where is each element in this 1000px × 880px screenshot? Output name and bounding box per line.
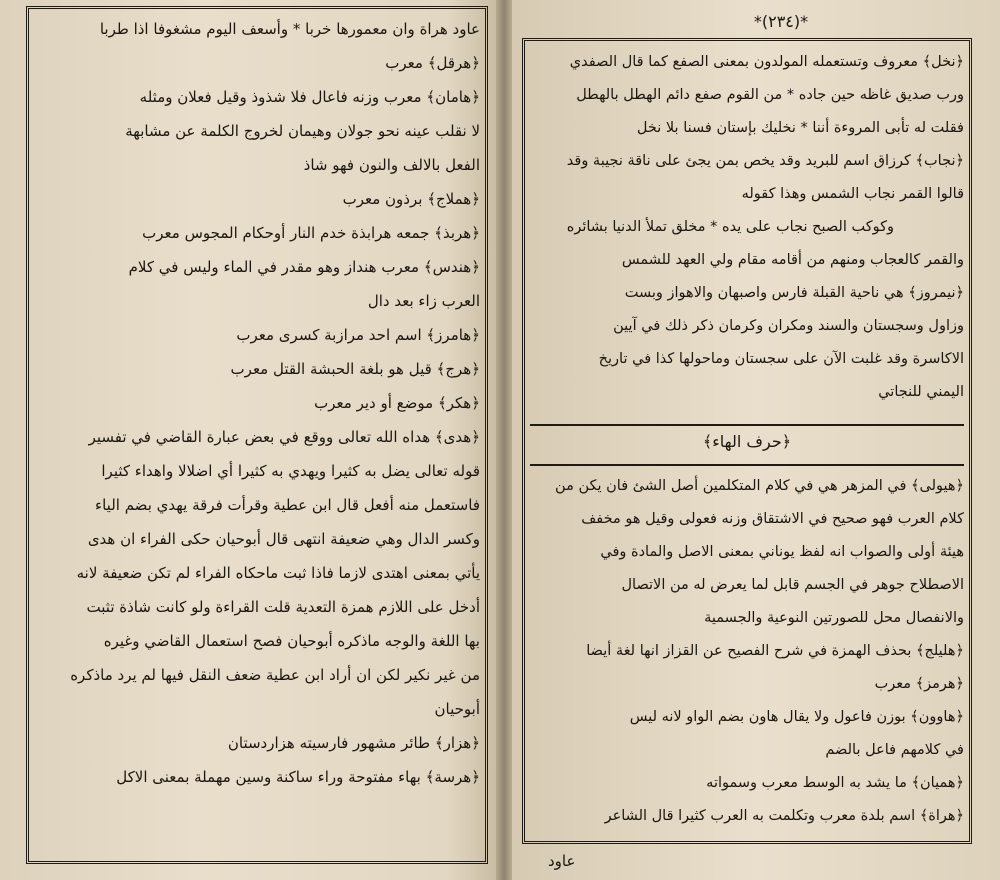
text-line: قالوا القمر نجاب الشمس وهذا كقوله — [741, 186, 964, 202]
section-title: ﴿حرف الهاء﴾ — [702, 432, 792, 451]
text-line: الاكاسرة وقد غلبت الآن على سجستان وماحولها كذا في تاريخ — [598, 351, 964, 367]
text-line: ﴿هرسة﴾ بهاء مفتوحة وراء ساكنة وسين مهملة بمعنى الاكل — [116, 768, 480, 786]
text-line: أبوحيان — [434, 700, 480, 718]
text-line: ﴿هدى﴾ هداه الله تعالى ووقع في بعض عبارة القاضي في تفسير — [88, 428, 480, 446]
text-line: ﴿هامان﴾ معرب وزنه فاعال فلا شذوذ وقيل فعلان ومثله — [139, 88, 480, 106]
left-page-text — [34, 12, 480, 794]
right-page-text-upper — [530, 46, 964, 409]
text-line: وزاول وسجستان والسند ومكران وكرمان ذكر ذلك في آيين — [613, 318, 964, 334]
section-rule-top — [530, 424, 964, 426]
text-line: ﴿نيمروز﴾ هي ناحية القبلة فارس واصبهان والاهواز وبست — [624, 285, 964, 301]
text-line: ﴿هرمز﴾ معرب — [874, 676, 964, 692]
text-line: ﴿هرج﴾ قيل هو بلغة الحبشة القتل معرب — [230, 360, 480, 378]
text-line: الفعل بالالف والنون فهو شاذ — [303, 156, 480, 174]
text-line: أدخل على اللازم همزة التعدية قلت القراءة ولو كانت شاذة تثبت — [86, 598, 480, 616]
text-line: ﴿هميان﴾ ما يشد به الوسط معرب وسمواته — [706, 775, 964, 791]
text-line: اليمني للنجاتي — [878, 384, 964, 400]
catchword: عاود — [548, 852, 576, 870]
text-line: ورب صديق غاظه حين جاده * من القوم صفع دائم الهطل بالهطل — [576, 87, 964, 103]
text-line: والقمر كالعجاب ومنهم من أقامه مقام ولي العهد للشمس — [621, 252, 964, 268]
text-line: ﴿نخل﴾ معروف وتستعمله المولدون بمعنى الصفع كما قال الصفدي — [569, 54, 964, 70]
text-line: ﴿هكر﴾ موضع أو دير معرب — [314, 394, 480, 412]
text-line: وكوكب الصبح نجاب على يده * مخلق تملأ الدنيا بشائره — [566, 219, 894, 235]
text-line: هيئة أولى والصواب انه لفظ يوناني بمعنى الاصل والمادة وفي — [600, 544, 964, 560]
text-line: ﴿هامرز﴾ اسم احد مرازبة كسرى معرب — [236, 326, 480, 344]
text-line: كلام العرب فهو صحيح في الاشتقاق وزنه فعولى وقيل هو مخفف — [581, 511, 964, 527]
text-line: عاود هراة وان معمورها خربا * وأسعف اليوم مشغوفا اذا طربا — [99, 20, 480, 38]
text-line: فقلت له تأبى المروءة أننا * نخليك بإستان فسنا بلا نخل — [636, 120, 964, 136]
book-gutter — [496, 0, 512, 880]
text-line: يأتي بمعنى اهتدى لازما فاذا ثبت ماحكاه الفراء لم تكن ضعيفة لانه — [76, 564, 480, 582]
text-line: ﴿هرقل﴾ معرب — [385, 54, 480, 72]
text-line: ﴿هاوون﴾ بوزن فاعول ولا يقال هاون بضم الواو لانه ليس — [629, 709, 964, 725]
section-rule-bottom — [530, 464, 964, 466]
text-line: بها اللغة والوجه ماذكره أبوحيان فصح استعمال القاضي وغيره — [103, 632, 480, 650]
text-line: ﴿هراة﴾ اسم بلدة معرب وتكلمت به العرب كثيرا قال الشاعر — [604, 808, 964, 824]
text-line: لا نقلب عينه نحو جولان وهيمان لخروج الكلمة عن مشابهة — [125, 122, 480, 140]
text-line: الاصطلاح جوهر في الجسم قابل لما يعرض له من الاتصال — [621, 577, 964, 593]
text-line: ﴿هليلج﴾ بحذف الهمزة في شرح الفصيح عن القزاز انها لغة أيضا — [586, 643, 964, 659]
text-line: من غير نكير لكن ان أراد ابن عطية ضعف النقل فيها لم يرد ماذكره — [70, 666, 480, 684]
text-line: ﴿هندس﴾ معرب هنداز وهو مقدر في الماء وليس في كلام — [128, 258, 480, 276]
text-line: وكسر الدال وهي ضعيفة انتهى قال أبوحيان حكى الفراء ان هدى — [87, 530, 480, 548]
text-line: ﴿هزار﴾ طائر مشهور فارسيته هزاردستان — [227, 734, 480, 752]
text-line: ﴿هربذ﴾ جمعه هرابذة خدم النار أوحكام المجوس معرب — [142, 224, 480, 242]
text-line: ﴿هيولى﴾ في المزهر هي في كلام المتكلمين أصل الشئ فان يكن من — [555, 478, 964, 494]
text-line: العرب زاء بعد دال — [367, 292, 480, 310]
page-number: *(٢٣٤)* — [753, 12, 809, 31]
text-line: والانفصال محل للصورتين النوعية والجسمية — [704, 610, 964, 626]
text-line: فاستعمل منه أفعل قال ابن عطية وقرأت فرقة يهدي بضم الياء — [95, 496, 480, 514]
text-line: في كلامهم فاعل بالضم — [825, 742, 964, 758]
text-line: قوله تعالى يضل به كثيرا ويهدي به كثيرا أي اضلالا واهداء كثيرا — [101, 462, 480, 480]
text-line: ﴿هملاج﴾ برذون معرب — [342, 190, 480, 208]
right-page-text-lower — [530, 470, 964, 833]
text-line: ﴿نجاب﴾ كرزاق اسم للبريد وقد يخص بمن يجئ على ناقة نجيبة وقد — [566, 153, 964, 169]
